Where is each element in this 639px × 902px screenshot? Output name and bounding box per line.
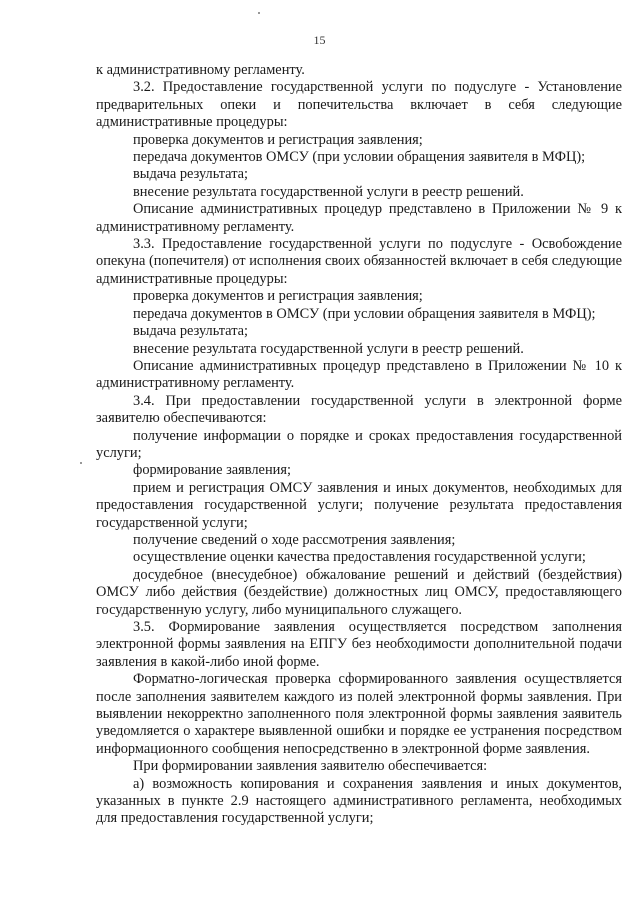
section-3-2: 3.2. Предоставление государственной услуги по подуслуге - Установление предварительных опеки и попечительства включает в себя следующие административные процедуры: xyxy=(96,79,622,131)
list-paragraph: прием и регистрация ОМСУ заявления и иных документов, необходимых для предоставления государственной услуги; получение результата предоставления государственной услуги; xyxy=(96,479,622,531)
procedure-item: выдача результата; xyxy=(133,166,249,183)
page-number: 15 xyxy=(313,33,326,47)
paragraph: Форматно-логическая проверка сформированного заявления осуществляется после заполнения заявителем каждого из полей электронной формы заявления. При выявлении некорректно заполненного поля электронной формы заявления заявитель уведомляется о характере выявленной ошибки и порядке ее устранения посредством информационного сообщения непосредственно в электронной форме заявления. xyxy=(96,671,622,757)
list-paragraph: получение сведений о ходе рассмотрения заявления; xyxy=(133,531,456,548)
section-3-5: 3.5. Формирование заявления осуществляется посредством заполнения электронной формы заявления на ЕПГУ без необходимости дополнительной подачи заявления в какой-либо иной форме. xyxy=(96,619,622,670)
procedure-item: передача документов ОМСУ (при условии обращения заявителя в МФЦ); xyxy=(133,149,586,166)
paragraph: а) возможность копирования и сохранения заявления и иных документов, указанных в пункте 2.9 настоящего административного регламента, необходимых для предоставления государственной услуги; xyxy=(96,775,622,827)
document-body xyxy=(96,62,622,828)
list-paragraph: осуществление оценки качества предоставления государственной услуги; xyxy=(133,549,586,566)
paragraph-continuation: к административному регламенту. xyxy=(96,62,305,78)
procedure-item: проверка документов и регистрация заявления; xyxy=(133,288,423,305)
section-3-4: 3.4. При предоставлении государственной услуги в электронной форме заявителю обеспечиваются: xyxy=(96,392,622,427)
scan-speck xyxy=(80,462,82,464)
appendix-reference: Описание административных процедур представлено в Приложении № 9 к административному регламенту. xyxy=(96,201,622,235)
section-3-3: 3.3. Предоставление государственной услуги по подуслуге - Освобождение опекуна (попечителя) от исполнения своих обязанностей включает в себя следующие административные процедуры: xyxy=(96,236,622,287)
list-paragraph: получение информации о порядке и сроках предоставления государственной услуги; xyxy=(96,427,622,461)
paragraph: При формировании заявления заявителю обеспечивается: xyxy=(133,758,488,775)
list-paragraph: формирование заявления; xyxy=(133,462,291,479)
appendix-reference: Описание административных процедур представлено в Приложении № 10 к административному регламенту. xyxy=(96,357,622,392)
list-paragraph: досудебное (внесудебное) обжалование решений и действий (бездействия) ОМСУ либо действия (бездействие) должностных лиц ОМСУ, предоставляющего государственную услугу, либо муниципального служащего. xyxy=(96,566,622,618)
scan-speck xyxy=(258,12,260,14)
procedure-item: передача документов в ОМСУ (при условии обращения заявителя в МФЦ); xyxy=(133,305,596,322)
procedure-item: внесение результата государственной услуги в реестр решений. xyxy=(133,183,524,200)
procedure-item: проверка документов и регистрация заявления; xyxy=(133,131,423,148)
procedure-item: внесение результата государственной услуги в реестр решений. xyxy=(133,340,524,357)
procedure-item: выдача результата; xyxy=(133,323,249,340)
